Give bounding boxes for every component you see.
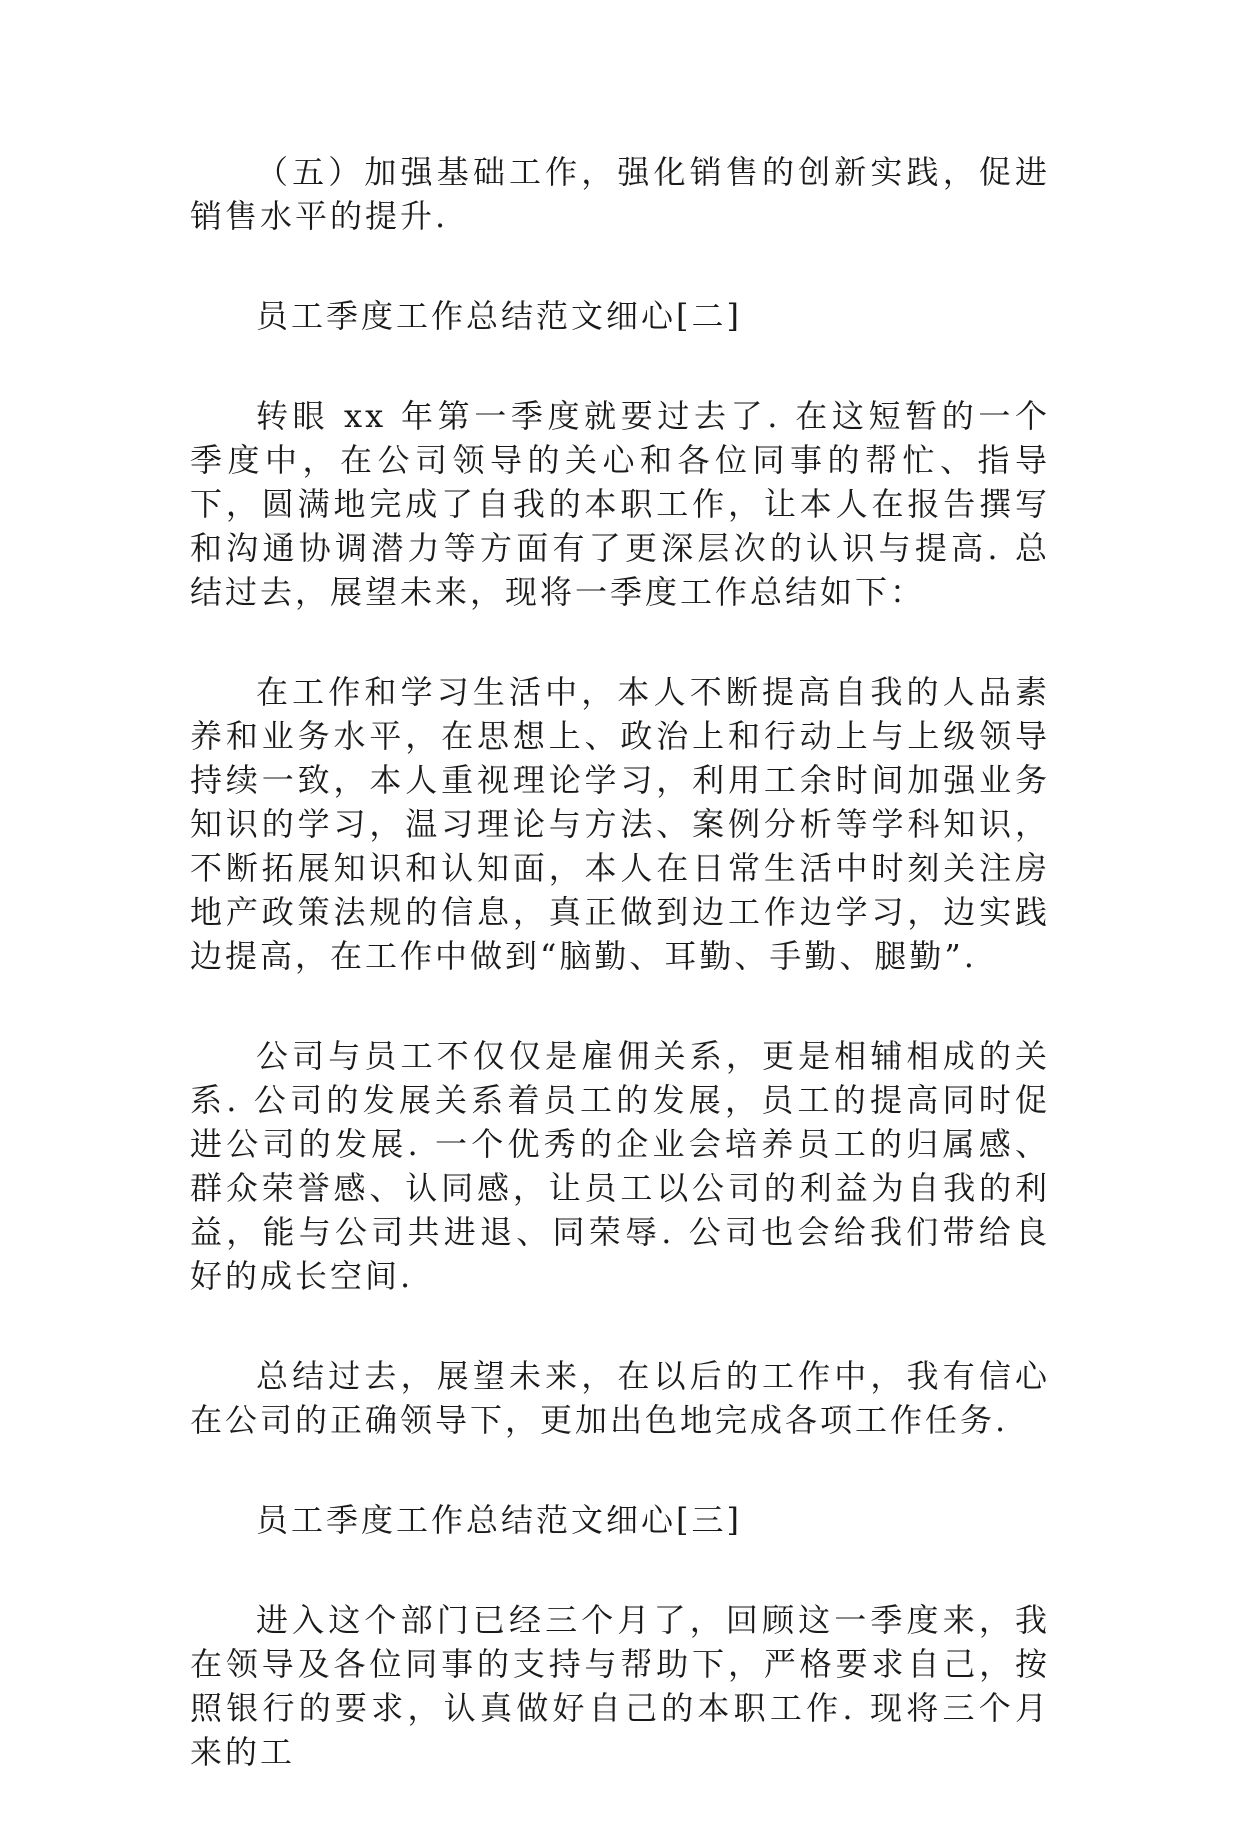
paragraph-company-relation: 公司与员工不仅仅是雇佣关系，更是相辅相成的关系. 公司的发展关系着员工的发展，员工的提高同时促进公司的发展. 一个优秀的企业会培养员工的归属感、群众荣誉感、认同感，让员工以公司的利益为自我的利益，能与公司共进退、同荣辱. 公司也会给我们带给良好的成长空间.: [190, 1037, 1050, 1295]
section-heading-three: 员工季度工作总结范文细心[三]: [256, 1501, 742, 1539]
section-heading-two: 员工季度工作总结范文细心[二]: [256, 297, 742, 335]
document-body: [190, 150, 1050, 1830]
paragraph-study: 在工作和学习生活中，本人不断提高自我的人品素养和业务水平，在思想上、政治上和行动上与上级领导持续一致，本人重视理论学习，利用工余时间加强业务知识的学习，温习理论与方法、案例分析等学科知识，不断拓展知识和认知面，本人在日常生活中时刻关注房地产政策法规的信息，真正做到边工作边学习，边实践边提高，在工作中做到“脑勤、耳勤、手勤、腿勤”.: [190, 673, 1050, 975]
paragraph-outlook: 总结过去，展望未来，在以后的工作中，我有信心在公司的正确领导下，更加出色地完成各项工作任务.: [190, 1357, 1050, 1439]
paragraph-item-five: （五）加强基础工作，强化销售的创新实践，促进销售水平的提升.: [190, 153, 1050, 235]
paragraph-department: 进入这个部门已经三个月了，回顾这一季度来，我在领导及各位同事的支持与帮助下，严格要求自己，按照银行的要求，认真做好自己的本职工作. 现将三个月来的工: [190, 1601, 1050, 1771]
paragraph-intro: 转眼 xx 年第一季度就要过去了. 在这短暂的一个季度中，在公司领导的关心和各位同事的帮忙、指导下，圆满地完成了自我的本职工作，让本人在报告撰写和沟通协调潜力等方面有了更深层次的认识与提高. 总结过去，展望未来，现将一季度工作总结如下：: [190, 397, 1050, 611]
